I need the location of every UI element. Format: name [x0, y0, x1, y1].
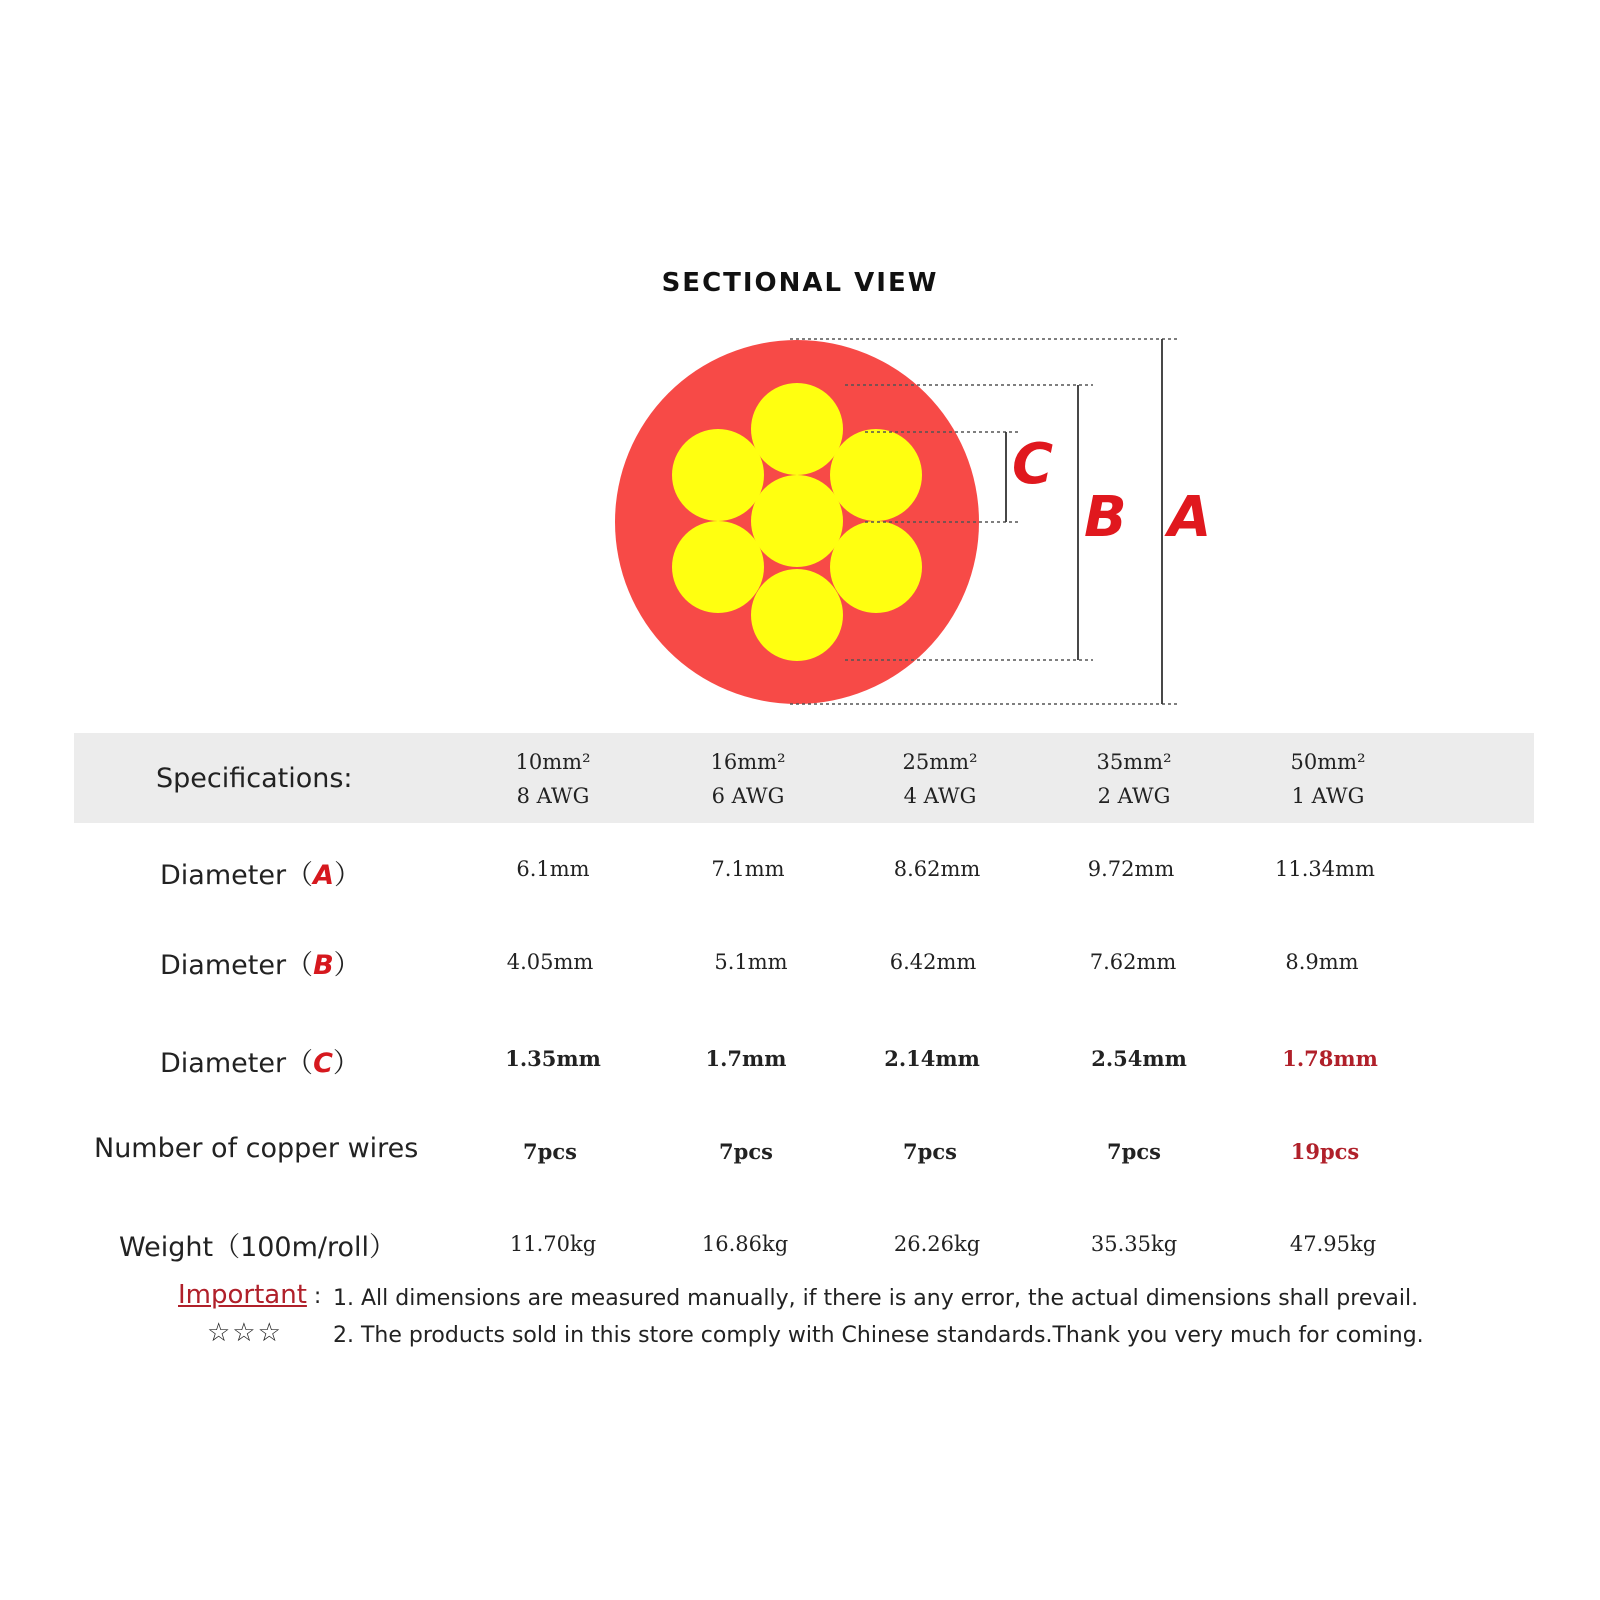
row-label-copper-wires: Number of copper wires — [94, 1133, 419, 1164]
cell-diameter-b-4: 7.62mm — [1089, 950, 1177, 974]
cell-diameter-c-2: 1.7mm — [705, 1046, 787, 1071]
spec-column-2 — [663, 745, 833, 813]
strand-center — [751, 475, 843, 567]
strand-lower-left — [672, 521, 764, 613]
spec-size: 10mm² — [515, 750, 591, 774]
spec-column-3 — [855, 745, 1025, 813]
strand-upper-left — [672, 429, 764, 521]
row-label-suffix: ） — [333, 860, 361, 891]
cell-weight-5: 47.95kg — [1289, 1232, 1377, 1256]
important-note-label — [178, 1280, 321, 1310]
label-c: C — [1012, 432, 1054, 497]
note-line-1: 1. All dimensions are measured manually, if there is any error, the actual dimensions shall prevail. — [333, 1286, 1419, 1311]
cell-copper-wires-2: 7pcs — [719, 1139, 773, 1164]
cell-diameter-a-5: 11.34mm — [1275, 857, 1375, 881]
row-label-diameter-c — [160, 1041, 360, 1080]
important-label: Important — [178, 1280, 307, 1310]
spec-column-5 — [1243, 745, 1413, 813]
spec-column-1 — [468, 745, 638, 813]
cell-copper-wires-5: 19pcs — [1290, 1139, 1360, 1164]
cell-weight-3: 26.26kg — [893, 1232, 981, 1256]
cell-weight-4: 35.35kg — [1090, 1232, 1178, 1256]
cell-copper-wires-4: 7pcs — [1107, 1139, 1161, 1164]
label-a: A — [1168, 485, 1212, 550]
row-label-text: Diameter（ — [160, 860, 314, 891]
spec-awg: 8 AWG — [516, 784, 590, 808]
row-label-letter: A — [313, 860, 334, 891]
row-label-suffix: ） — [332, 1048, 360, 1079]
cell-diameter-b-5: 8.9mm — [1285, 950, 1359, 974]
cell-copper-wires-1: 7pcs — [523, 1139, 577, 1164]
cell-diameter-c-4: 2.54mm — [1091, 1046, 1187, 1071]
cell-diameter-a-2: 7.1mm — [711, 857, 785, 881]
strand-top — [751, 383, 843, 475]
spec-size: 25mm² — [902, 750, 978, 774]
cell-diameter-b-1: 4.05mm — [506, 950, 594, 974]
cell-diameter-a-3: 8.62mm — [893, 857, 981, 881]
row-label-letter: C — [313, 1048, 333, 1079]
diagram-title: SECTIONAL VIEW — [661, 268, 939, 298]
spec-column-4 — [1049, 745, 1219, 813]
important-colon: : — [313, 1284, 322, 1309]
row-label-diameter-b — [160, 943, 361, 982]
cell-diameter-b-2: 5.1mm — [714, 950, 788, 974]
spec-awg: 6 AWG — [711, 784, 785, 808]
row-label-diameter-a — [160, 853, 361, 892]
strand-lower-right — [830, 521, 922, 613]
label-b: B — [1084, 485, 1127, 550]
cell-diameter-a-4: 9.72mm — [1087, 857, 1175, 881]
cell-diameter-b-3: 6.42mm — [889, 950, 977, 974]
cell-diameter-a-1: 6.1mm — [516, 857, 590, 881]
spec-awg: 2 AWG — [1097, 784, 1171, 808]
sectional-view-diagram — [0, 0, 1600, 720]
cell-weight-2: 16.86kg — [701, 1232, 789, 1256]
cell-diameter-c-1: 1.35mm — [505, 1046, 601, 1071]
spec-awg: 4 AWG — [903, 784, 977, 808]
spec-size: 35mm² — [1096, 750, 1172, 774]
spec-size: 16mm² — [710, 750, 786, 774]
cell-copper-wires-3: 7pcs — [903, 1139, 957, 1164]
note-line-2: 2. The products sold in this store comply with Chinese standards.Thank you very much for coming. — [333, 1323, 1424, 1348]
cell-diameter-c-5: 1.78mm — [1282, 1046, 1378, 1071]
row-label-text: Diameter（ — [160, 950, 314, 981]
star-icons: ☆☆☆ — [207, 1318, 283, 1348]
spec-size: 50mm² — [1290, 750, 1366, 774]
strand-upper-right — [830, 429, 922, 521]
row-label-suffix: ） — [333, 950, 361, 981]
strand-bottom — [751, 569, 843, 661]
row-label-text: Diameter（ — [160, 1048, 314, 1079]
spec-awg: 1 AWG — [1291, 784, 1365, 808]
spec-label: Specifications: — [156, 763, 353, 794]
row-label-letter: B — [313, 950, 334, 981]
cell-diameter-c-3: 2.14mm — [884, 1046, 980, 1071]
row-label-weight: Weight（100m/roll） — [119, 1232, 397, 1263]
cell-weight-1: 11.70kg — [509, 1232, 597, 1256]
